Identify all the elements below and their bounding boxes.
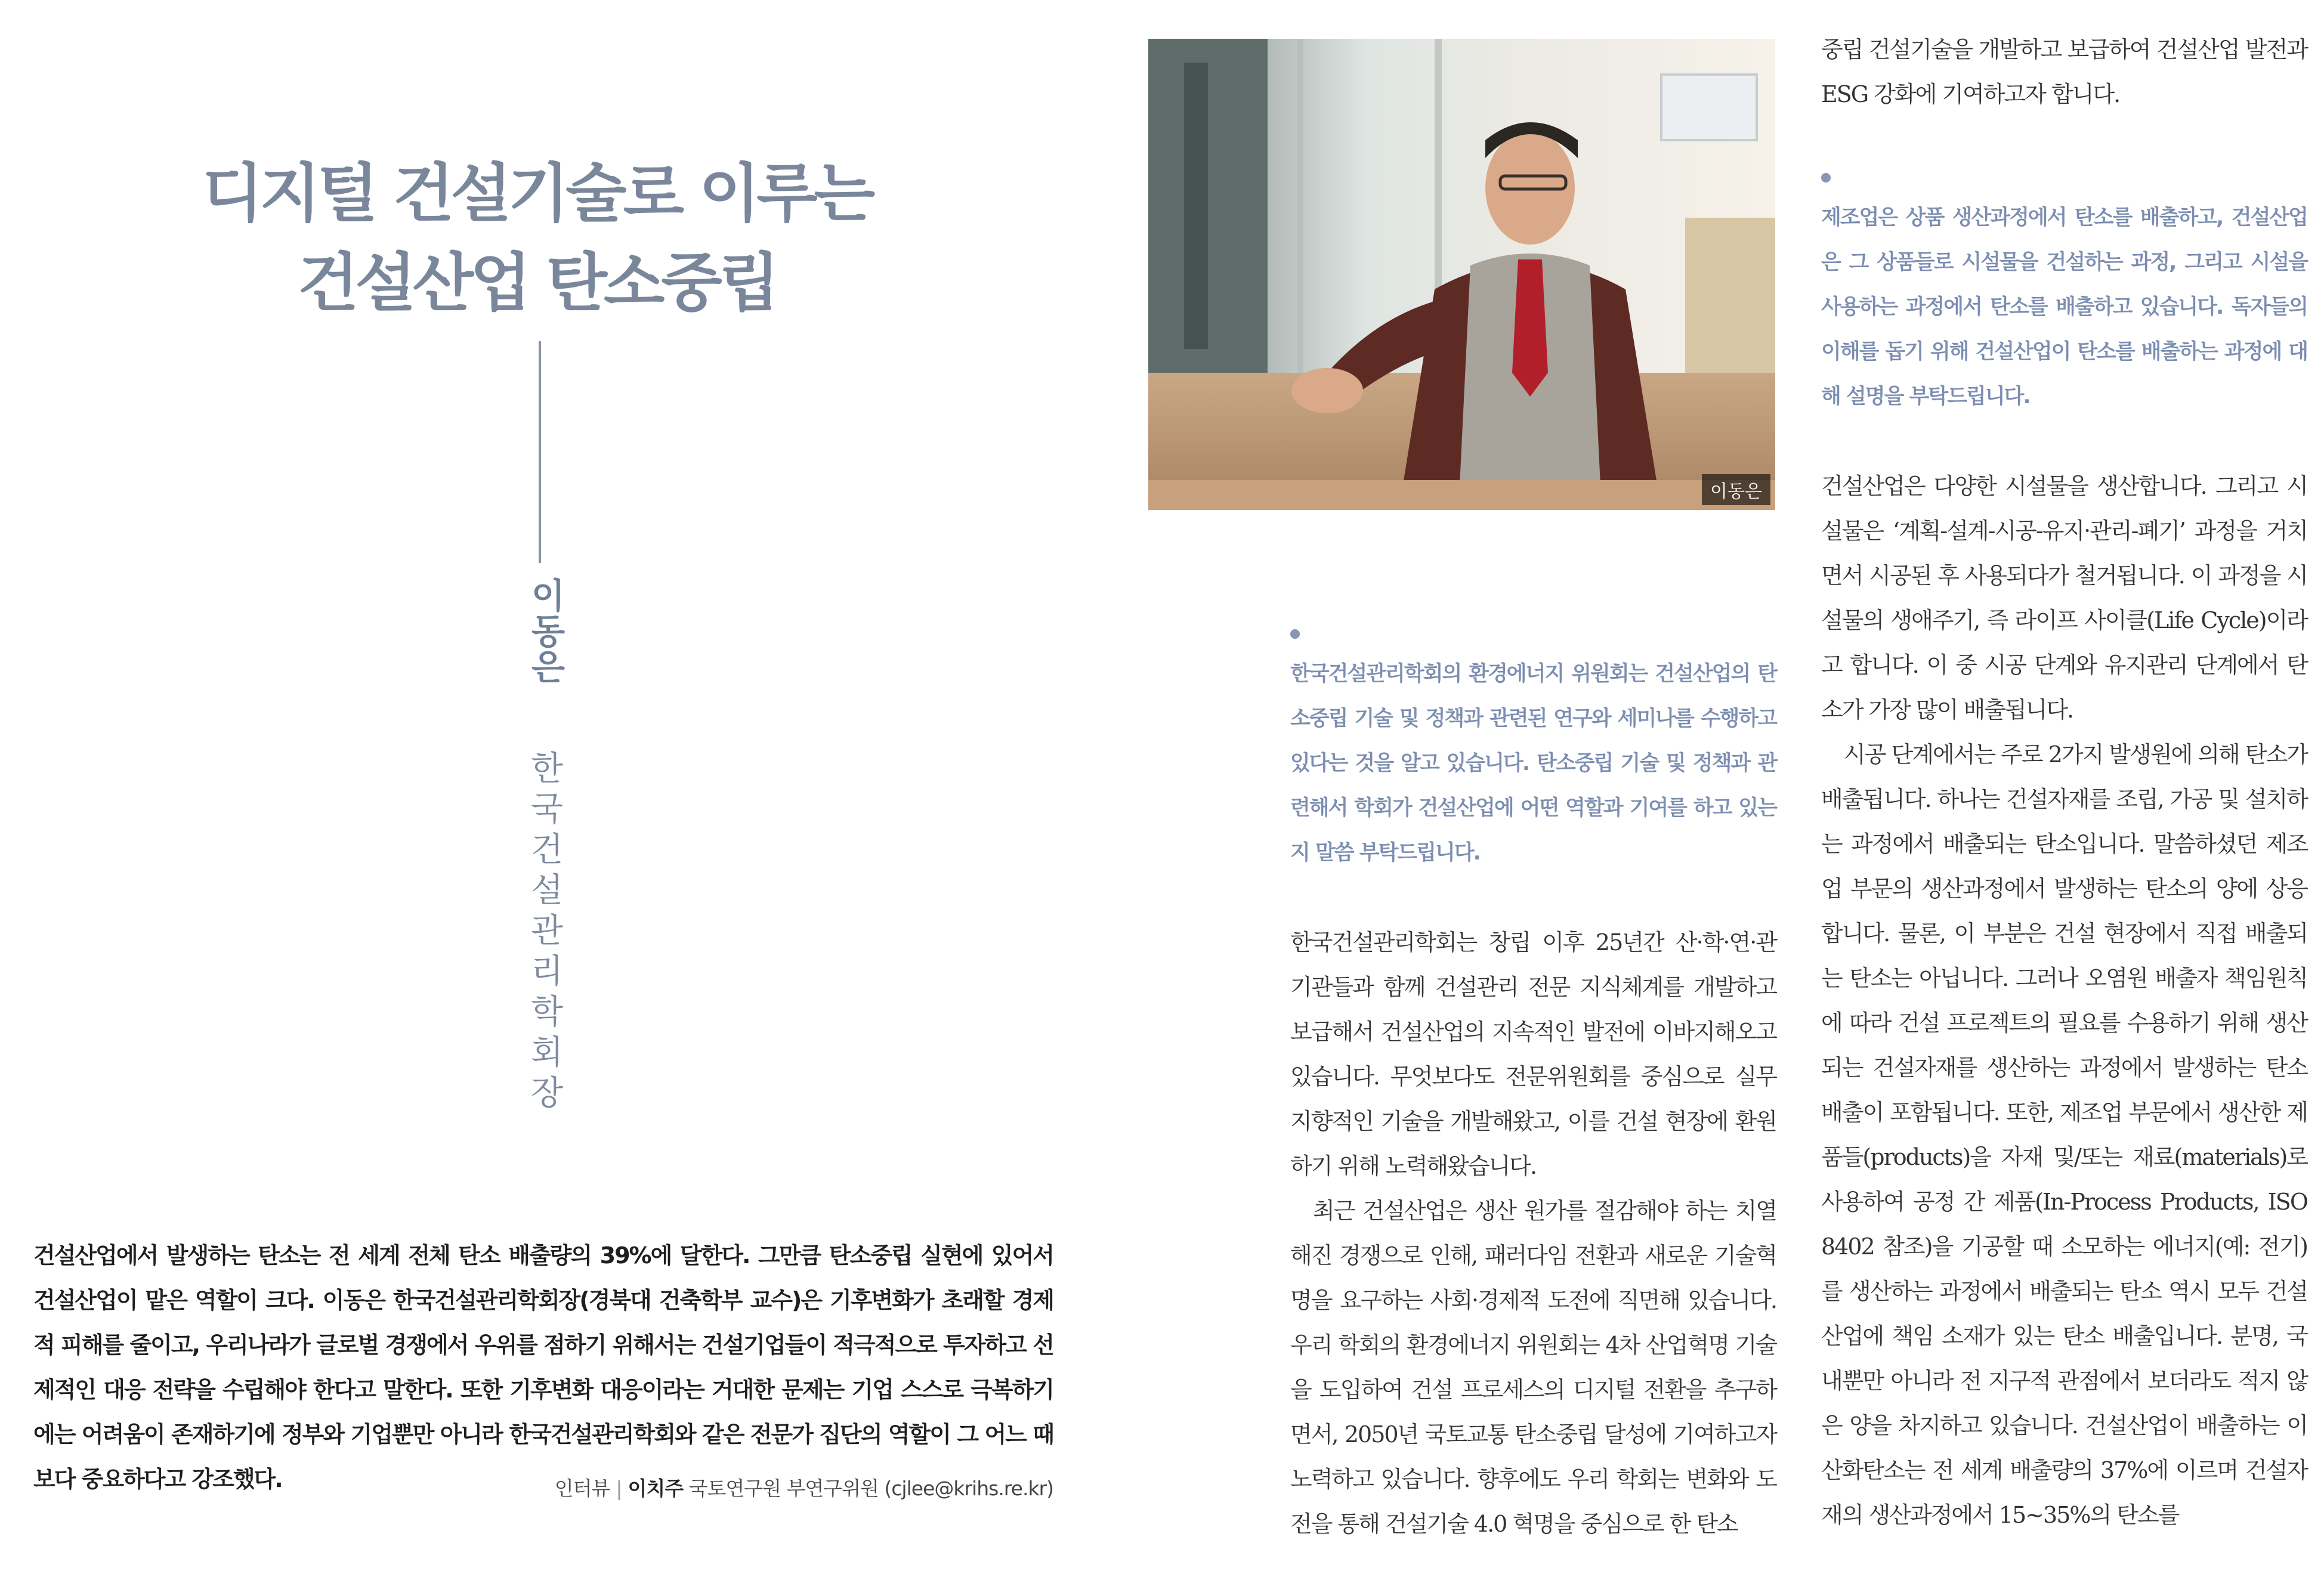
credit-separator: | bbox=[616, 1477, 622, 1500]
column-2 bbox=[1290, 629, 1776, 1547]
answer-1-paragraph-1: 한국건설관리학회는 창립 이후 25년간 산·학·연·관 기관들과 함께 건설관리 전문 지식체계를 개발하고 보급해서 건설산업의 지속적인 발전에 이바지해오고 있습니다. 무엇보다도 전문위원회를 중심으로 실무 지향적인 기술을 개발해왔고, 이를 건설 현장에 환원하기 위해 노력해왔습니다. bbox=[1290, 929, 1776, 1179]
question-1: 한국건설관리학회의 환경에너지 위원회는 건설산업의 탄소중립 기술 및 정책과 관련된 연구와 세미나를 수행하고 있다는 것을 알고 있습니다. 탄소중립 기술 및 정책과 관련해서 학회가 건설산업에 어떤 역할과 기여를 하고 있는지 말씀 부탁드립니다. bbox=[1290, 662, 1776, 865]
article-title bbox=[119, 149, 954, 328]
answer-1-continuation: 중립 건설기술을 개발하고 보급하여 건설산업 발전과 ESG 강화에 기여하고자 합니다. bbox=[1821, 36, 2307, 107]
answer-2-paragraph-2: 시공 단계에서는 주로 2가지 발생원에 의해 탄소가 배출됩니다. 하나는 건설자재를 조립, 가공 및 설치하는 과정에서 배출되는 탄소입니다. 말씀하셨던 제조업 부문의 생산과정에서 발생하는 탄소의 양에 상응합니다. 물론, 이 부분은 건설 현장에서 직접 배출되는 탄소는 아닙니다. 그러나 오염원 배출자 책임원칙에 따라 건설 프로젝트의 필요를 수용하기 위해 생산되는 건설자재를 생산하는 과정에서 발생하는 탄소 배출이 포함됩니다. 또한, 제조업 부문에서 생산한 제품들(products)을 자재 및/또는 재료(materials)로 사용하여 공정 간 제품(In-Process Products, ISO 8402 참조)을 기공할 때 소모하는 에너지(예: 전기)를 생산하는 과정에서 배출되는 탄소 역시 모두 건설산업에 책임 소재가 있는 탄소 배출입니다. 분명, 국내뿐만 아니라 전 지구적 관점에서 보더라도 적지 않은 양을 차지하고 있습니다. 건설산업이 배출하는 이산화탄소는 전 세계 배출량의 37%에 이르며 건설자재의 생산과정에서 15~35%의 탄소를 bbox=[1821, 741, 2307, 1528]
answer-2-paragraph-1: 건설산업은 다양한 시설물을 생산합니다. 그리고 시설물은 ‘계획-설계-시공-유지·관리-폐기’ 과정을 거치면서 시공된 후 사용되다가 철거됩니다. 이 과정을 시설물의 생애주기, 즉 라이프 사이클(Life Cycle)이라고 합니다. 이 중 시공 단계와 유지관리 단계에서 탄소가 가장 많이 배출됩니다. bbox=[1821, 473, 2307, 723]
title-line-1: 디지털 건설기술로 이루는 bbox=[202, 157, 872, 230]
title-divider bbox=[539, 341, 541, 563]
question-bullet-icon bbox=[1821, 173, 1831, 183]
interviewee-name: 이동은 bbox=[525, 577, 565, 685]
photo-illustration bbox=[1148, 39, 1775, 510]
title-line-2: 건설산업 탄소중립 bbox=[297, 246, 777, 320]
question-2: 제조업은 상품 생산과정에서 탄소를 배출하고, 건설산업은 그 상품들로 시설물을 건설하는 과정, 그리고 시설을 사용하는 과정에서 탄소를 배출하고 있습니다. 독자들의 이해를 돕기 위해 건설산업이 탄소를 배출하는 과정에 대해 설명을 부탁드립니다. bbox=[1821, 206, 2307, 409]
interviewee-photo bbox=[1148, 39, 1775, 510]
lead-paragraph: 건설산업에서 발생하는 탄소는 전 세계 전체 탄소 배출량의 39%에 달한다. 그만큼 탄소중립 실현에 있어서 건설산업이 맡은 역할이 크다. 이동은 한국건설관리학회장(경북대 건축학부 교수)은 기후변화가 초래할 경제적 피해를 줄이고, 우리나라가 글로벌 경쟁에서 우위를 점하기 위해서는 건설기업들이 적극적으로 투자하고 선제적인 대응 전략을 수립해야 한다고 말한다. 또한 기후변화 대응이라는 거대한 문제는 기업 스스로 극복하기에는 어려움이 존재하기에 정부와 기업뿐만 아니라 한국건설관리학회와 같은 전문가 집단의 역할이 그 어느 때보다 중요하다고 강조했다. bbox=[33, 1242, 1053, 1492]
credit-label: 인터뷰 bbox=[554, 1477, 610, 1500]
photo-caption: 이동은 bbox=[1702, 474, 1770, 505]
credit-affiliation: 국토연구원 부연구위원 (cjlee@krihs.re.kr) bbox=[688, 1477, 1053, 1500]
column-3 bbox=[1821, 27, 2307, 1538]
answer-1-paragraph-2: 최근 건설산업은 생산 원가를 절감해야 하는 치열해진 경쟁으로 인해, 패러다임 전환과 새로운 기술혁명을 요구하는 사회·경제적 도전에 직면해 있습니다. 우리 학회의 환경에너지 위원회는 4차 산업혁명 기술을 도입하여 건설 프로세스의 디지털 전환을 추구하면서, 2050년 국토교통 탄소중립 달성에 기여하고자 노력하고 있습니다. 향후에도 우리 학회는 변화와 도전을 통해 건설기술 4.0 혁명을 중심으로 한 탄소 bbox=[1290, 1198, 1776, 1537]
interview-credit bbox=[453, 1473, 1053, 1501]
question-bullet-icon bbox=[1290, 629, 1300, 639]
interviewee-organization: 한국건설관리학회장 bbox=[525, 750, 564, 1115]
credit-name: 이치주 bbox=[628, 1477, 684, 1500]
